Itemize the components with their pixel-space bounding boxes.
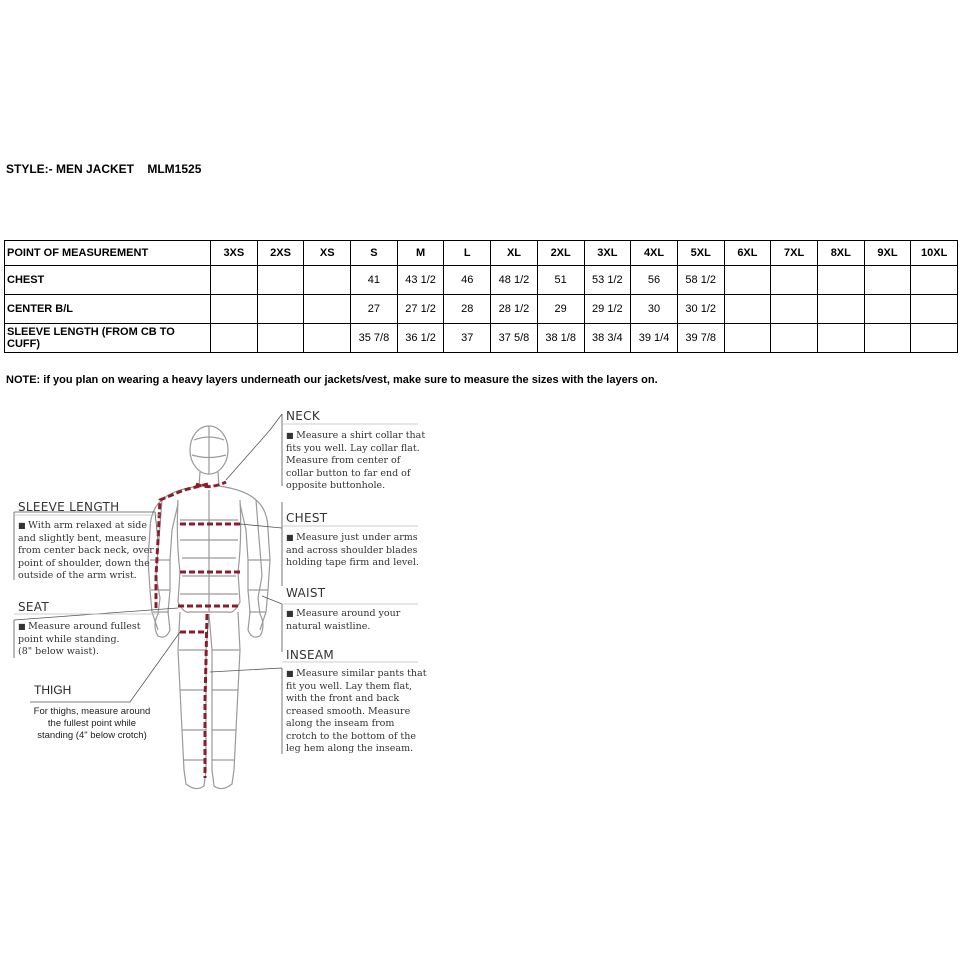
waist-description: ■ Measure around your natural waistline. xyxy=(286,608,401,632)
thigh-line-2: the fullest point while xyxy=(47,718,137,729)
table-cell xyxy=(771,266,818,295)
table-header-row xyxy=(5,241,958,266)
seat-description: ■ Measure around fullest point while standing. (8" below waist). xyxy=(18,621,141,657)
sleeve-line-1: With arm relaxed at side xyxy=(28,520,147,531)
inseam-description: ■ Measure similar pants that fit you well. Lay them flat, with the front and back creased smooth. Measure along the inseam from crotch to the bottom of the leg hem along the inseam. xyxy=(286,668,427,754)
table-cell: 27 xyxy=(351,295,398,324)
table-cell xyxy=(304,324,351,353)
table-cell xyxy=(724,324,771,353)
table-cell xyxy=(817,324,864,353)
inseam-line-5: along the inseam from xyxy=(286,718,395,729)
table-cell xyxy=(911,324,958,353)
table-row xyxy=(5,324,958,353)
neck-line-1: Measure a shirt collar that xyxy=(296,430,426,441)
inseam-line-6: crotch to the bottom of the xyxy=(286,730,416,742)
table-cell xyxy=(864,295,911,324)
layering-note: NOTE: if you plan on wearing a heavy layers underneath our jackets/vest, make sure to measure the sizes with the layers on. xyxy=(6,374,658,386)
table-cell: 41 xyxy=(351,266,398,295)
table-cell: 38 3/4 xyxy=(584,324,631,353)
neck-line-4: collar button to far end of xyxy=(286,467,411,479)
table-cell: 35 7/8 xyxy=(351,324,398,353)
chest-line-1: Measure just under arms xyxy=(296,532,418,543)
table-cell xyxy=(911,295,958,324)
table-cell xyxy=(724,266,771,295)
sleeve-length-heading: SLEEVE LENGTH xyxy=(18,500,120,514)
table-cell: 27 1/2 xyxy=(397,295,444,324)
table-cell: 39 7/8 xyxy=(677,324,724,353)
table-cell xyxy=(724,295,771,324)
thigh-line-3: standing (4" below crotch) xyxy=(37,730,147,741)
table-cell: 56 xyxy=(631,266,678,295)
table-cell xyxy=(257,324,304,353)
measurement-lines xyxy=(156,482,240,778)
neck-description: ■ Measure a shirt collar that fits you well. Lay collar flat. Measure from center of collar button to far end of opposite buttonhole. xyxy=(286,430,426,491)
inseam-line-2: fit you well. Lay them flat, xyxy=(286,680,413,692)
chest-heading: CHEST xyxy=(286,511,328,525)
header-point-of-measurement: POINT OF MEASUREMENT xyxy=(5,241,211,266)
table-cell xyxy=(211,266,258,295)
row-label: CENTER B/L xyxy=(5,295,211,324)
table-cell xyxy=(257,295,304,324)
table-cell: 28 1/2 xyxy=(491,295,538,324)
neck-heading: NECK xyxy=(286,409,321,423)
size-chart-table xyxy=(4,240,958,353)
size-header-3xs: 3XS xyxy=(211,241,258,266)
table-cell xyxy=(304,295,351,324)
style-code: MLM1525 xyxy=(147,162,202,176)
inseam-heading: INSEAM xyxy=(286,648,335,662)
size-header-2xl: 2XL xyxy=(537,241,584,266)
table-cell: 38 1/8 xyxy=(537,324,584,353)
thigh-description xyxy=(24,706,160,742)
size-header-xl: XL xyxy=(491,241,538,266)
size-header-3xl: 3XL xyxy=(584,241,631,266)
chest-line-3: holding tape firm and level. xyxy=(286,557,419,568)
size-header-6xl: 6XL xyxy=(724,241,771,266)
chest-description: ■ Measure just under arms and across shoulder blades holding tape firm and level. xyxy=(286,532,419,568)
table-cell: 43 1/2 xyxy=(397,266,444,295)
table-row xyxy=(5,266,958,295)
sleeve-line-3: from center back neck, over xyxy=(18,545,154,556)
size-header-l: L xyxy=(444,241,491,266)
sleeve-length-description: ■ With arm relaxed at side and slightly bent, measure from center back neck, over point of shoulder, down the outside of the arm wrist. xyxy=(18,520,154,581)
table-cell: 30 xyxy=(631,295,678,324)
row-label: CHEST xyxy=(5,266,211,295)
neck-line-3: Measure from center of xyxy=(286,455,401,466)
table-cell xyxy=(864,324,911,353)
table-cell: 46 xyxy=(444,266,491,295)
seat-line-2: point while standing. xyxy=(18,633,120,645)
size-header-s: S xyxy=(351,241,398,266)
size-header-8xl: 8XL xyxy=(817,241,864,266)
table-cell: 48 1/2 xyxy=(491,266,538,295)
table-cell xyxy=(911,266,958,295)
sleeve-line-2: and slightly bent, measure xyxy=(18,532,147,544)
table-cell: 53 1/2 xyxy=(584,266,631,295)
table-cell: 28 xyxy=(444,295,491,324)
neck-line-2: fits you well. Lay collar flat. xyxy=(286,442,420,454)
leader-lines xyxy=(14,414,282,754)
size-header-4xl: 4XL xyxy=(631,241,678,266)
chest-line-2: and across shoulder blades xyxy=(286,544,418,556)
inseam-line-1: Measure similar pants that xyxy=(296,668,427,679)
inseam-line-7: leg hem along the inseam. xyxy=(286,743,414,754)
table-cell: 29 xyxy=(537,295,584,324)
thigh-heading: THIGH xyxy=(34,683,72,697)
table-cell xyxy=(257,266,304,295)
table-cell: 37 5/8 xyxy=(491,324,538,353)
table-cell xyxy=(304,266,351,295)
table-cell: 30 1/2 xyxy=(677,295,724,324)
size-header-2xs: 2XS xyxy=(257,241,304,266)
waist-line-2: natural waistline. xyxy=(286,620,371,632)
size-header-9xl: 9XL xyxy=(864,241,911,266)
neck-line-5: opposite buttonhole. xyxy=(286,480,386,491)
table-cell: 51 xyxy=(537,266,584,295)
style-prefix: STYLE:- MEN JACKET xyxy=(6,162,135,176)
table-cell: 36 1/2 xyxy=(397,324,444,353)
table-cell xyxy=(211,295,258,324)
table-cell xyxy=(864,266,911,295)
seat-heading: SEAT xyxy=(18,600,50,614)
table-cell xyxy=(817,266,864,295)
table-row xyxy=(5,295,958,324)
table-cell xyxy=(211,324,258,353)
size-header-7xl: 7XL xyxy=(771,241,818,266)
size-header-5xl: 5XL xyxy=(677,241,724,266)
size-header-m: M xyxy=(397,241,444,266)
sleeve-line-5: outside of the arm wrist. xyxy=(18,570,137,581)
seat-line-3: (8" below waist). xyxy=(18,646,100,657)
table-cell: 39 1/4 xyxy=(631,324,678,353)
waist-line-1: Measure around your xyxy=(296,608,401,619)
seat-line-1: Measure around fullest xyxy=(28,621,141,632)
sleeve-measure-line xyxy=(156,484,208,610)
table-cell xyxy=(817,295,864,324)
waist-heading: WAIST xyxy=(286,586,326,600)
table-cell: 58 1/2 xyxy=(677,266,724,295)
size-header-10xl: 10XL xyxy=(911,241,958,266)
measurement-figure-svg xyxy=(0,400,960,820)
measurement-guide xyxy=(0,400,960,820)
sleeve-line-4: point of shoulder, down the xyxy=(18,557,150,569)
style-title xyxy=(6,162,201,176)
size-header-xs: XS xyxy=(304,241,351,266)
thigh-line-1: For thighs, measure around xyxy=(33,706,151,717)
row-label: SLEEVE LENGTH (FROM CB TO CUFF) xyxy=(5,324,211,353)
inseam-line-3: with the front and back xyxy=(286,693,400,704)
table-cell: 37 xyxy=(444,324,491,353)
table-cell: 29 1/2 xyxy=(584,295,631,324)
table-cell xyxy=(771,295,818,324)
inseam-line-4: creased smooth. Measure xyxy=(286,705,411,717)
table-cell xyxy=(771,324,818,353)
